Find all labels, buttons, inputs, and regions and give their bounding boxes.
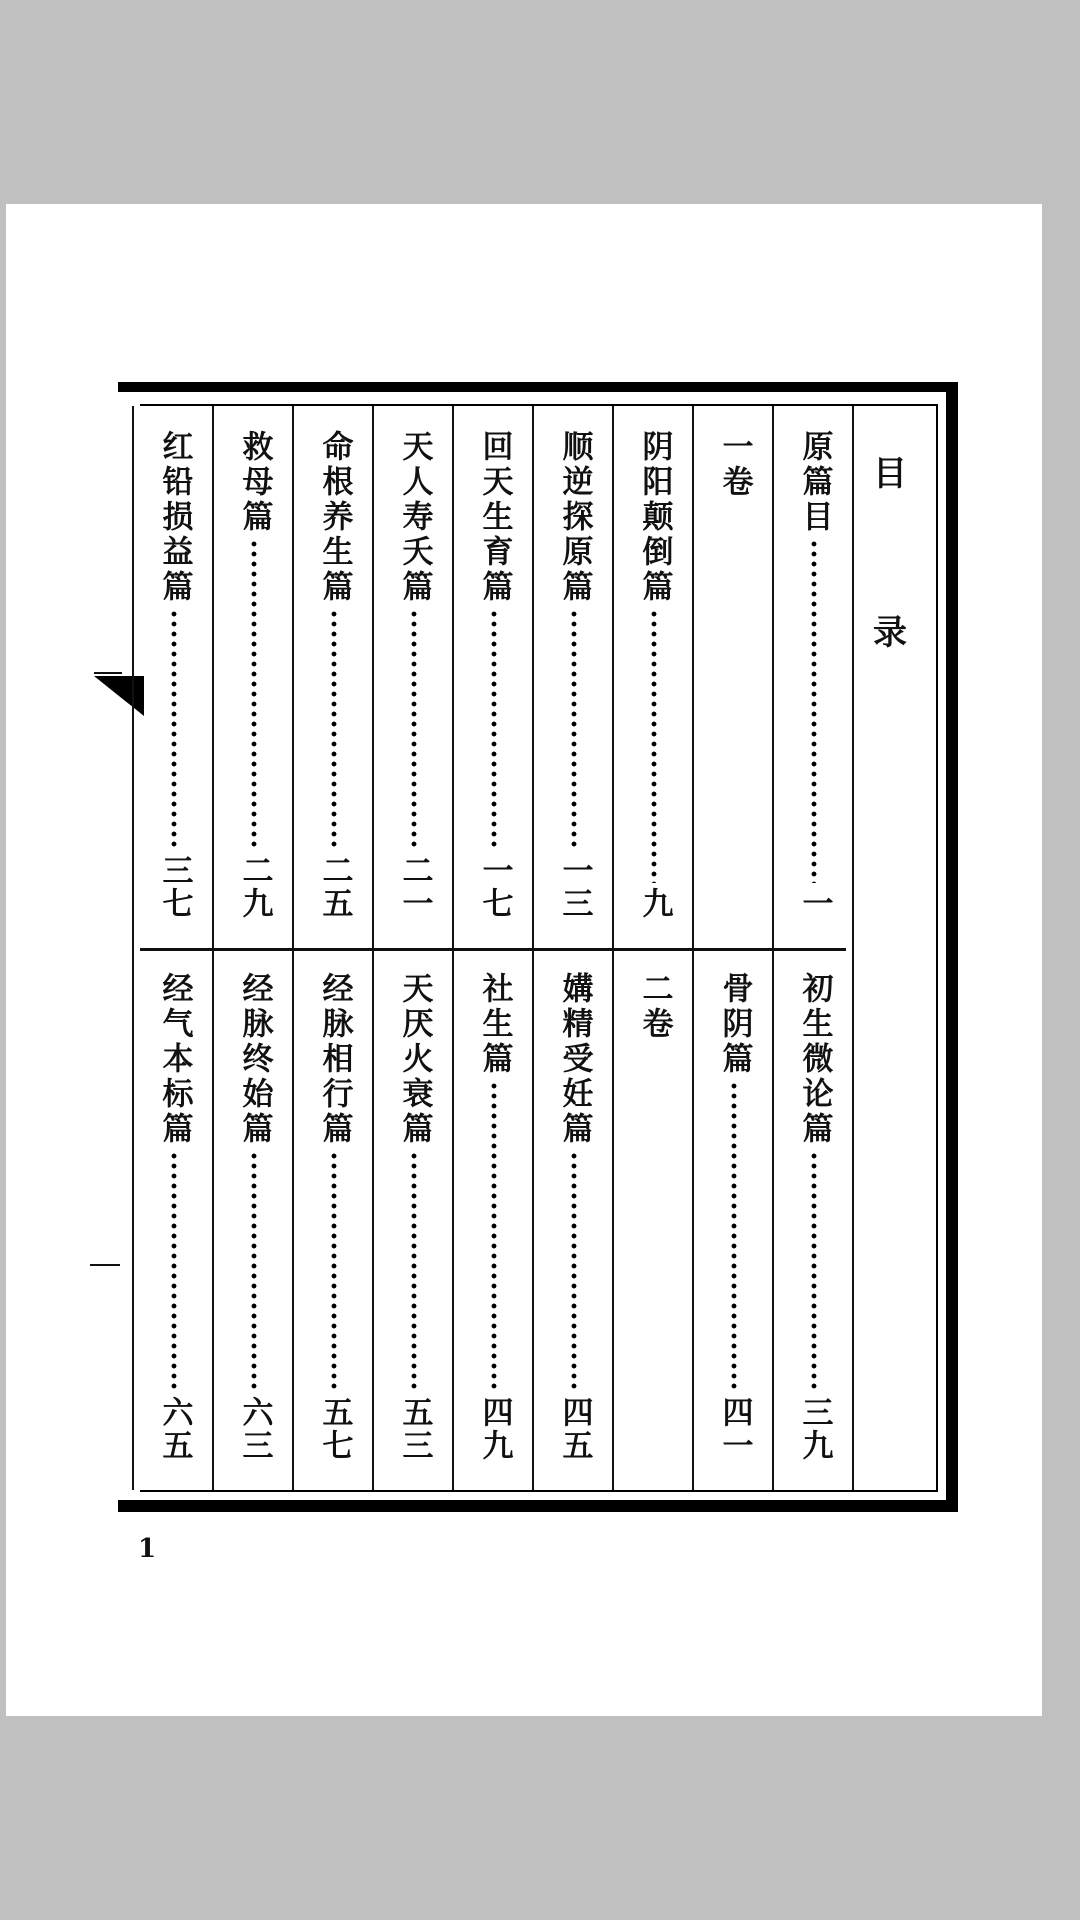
toc-entry[interactable] [454, 972, 534, 1462]
leader-dots [171, 1151, 177, 1392]
toc-entry[interactable] [774, 430, 854, 920]
entry-title: 经脉终始篇 [236, 972, 273, 1147]
toc-entry[interactable] [774, 972, 854, 1462]
toc-entry[interactable] [534, 430, 614, 920]
leader-dots [811, 1151, 817, 1392]
entry-title: 二卷 [636, 972, 673, 1042]
entry-page-number: 一 [796, 887, 833, 920]
entry-page-number: 三七 [156, 854, 193, 920]
entry-title: 回天生育篇 [476, 430, 513, 605]
entry-title: 经脉相行篇 [316, 972, 353, 1147]
leader-dots [811, 539, 817, 883]
leader-dots [731, 1081, 737, 1392]
entry-page-number: 三九 [796, 1396, 833, 1462]
document-page [6, 204, 1042, 1716]
leader-dots [651, 609, 657, 883]
leader-dots [571, 609, 577, 850]
row-divider [140, 948, 846, 951]
leader-dots [411, 1151, 417, 1392]
leader-dots [251, 539, 257, 850]
entry-title: 红铅损益篇 [156, 430, 193, 605]
entry-page-number: 六五 [156, 1396, 193, 1462]
leader-dots [411, 609, 417, 850]
entry-title: 顺逆探原篇 [556, 430, 593, 605]
entry-page-number: 四一 [716, 1396, 753, 1462]
leader-dots [491, 609, 497, 850]
entry-title: 一卷 [716, 430, 753, 500]
toc-entry[interactable] [214, 972, 294, 1462]
entry-page-number: 五七 [316, 1396, 353, 1462]
entry-page-number: 二九 [236, 854, 273, 920]
leader-dots [571, 1151, 577, 1392]
toc-entry[interactable] [214, 430, 294, 920]
toc-entry[interactable] [614, 972, 694, 1462]
entry-page-number: 九 [636, 887, 673, 920]
toc-entry[interactable] [294, 972, 374, 1462]
entry-title: 救母篇 [236, 430, 273, 535]
entry-page-number: 四九 [476, 1396, 513, 1462]
entry-title: 天厌火衰篇 [396, 972, 433, 1147]
toc-frame [118, 382, 958, 1512]
toc-entry[interactable] [454, 430, 534, 920]
toc-entry[interactable] [534, 972, 614, 1462]
toc-entry[interactable] [374, 430, 454, 920]
entry-title: 天人寿夭篇 [396, 430, 433, 605]
toc-entry[interactable] [694, 430, 774, 920]
entry-title: 初生微论篇 [796, 972, 833, 1147]
entry-title: 阴阳颠倒篇 [636, 430, 673, 605]
leader-dots [331, 1151, 337, 1392]
heading-char-2: 录 [873, 613, 907, 653]
margin-rule [90, 1264, 120, 1266]
leader-dots [491, 1081, 497, 1392]
toc-heading [850, 446, 930, 654]
entry-page-number: 一七 [476, 854, 513, 920]
entry-page-number: 六三 [236, 1396, 273, 1462]
toc-entry[interactable] [694, 972, 774, 1462]
toc-entry[interactable] [294, 430, 374, 920]
entry-page-number: 二一 [396, 854, 433, 920]
toc-table [140, 404, 938, 1492]
toc-entry[interactable] [134, 430, 214, 920]
entry-page-number: 二五 [316, 854, 353, 920]
entry-page-number: 五三 [396, 1396, 433, 1462]
entry-page-number: 四五 [556, 1396, 593, 1462]
entry-title: 社生篇 [476, 972, 513, 1077]
entry-title: 原篇目 [796, 430, 833, 535]
entry-title: 命根养生篇 [316, 430, 353, 605]
leader-dots [171, 609, 177, 850]
toc-entry[interactable] [134, 972, 214, 1462]
toc-entry[interactable] [614, 430, 694, 920]
entry-title: 媾精受妊篇 [556, 972, 593, 1147]
entry-page-number: 一三 [556, 854, 593, 920]
toc-entry[interactable] [374, 972, 454, 1462]
heading-char-1: 目 [873, 454, 907, 494]
leader-dots [251, 1151, 257, 1392]
entry-title: 经气本标篇 [156, 972, 193, 1147]
entry-title: 骨阴篇 [716, 972, 753, 1077]
page-number: 1 [138, 1534, 157, 1564]
leader-dots [331, 609, 337, 850]
